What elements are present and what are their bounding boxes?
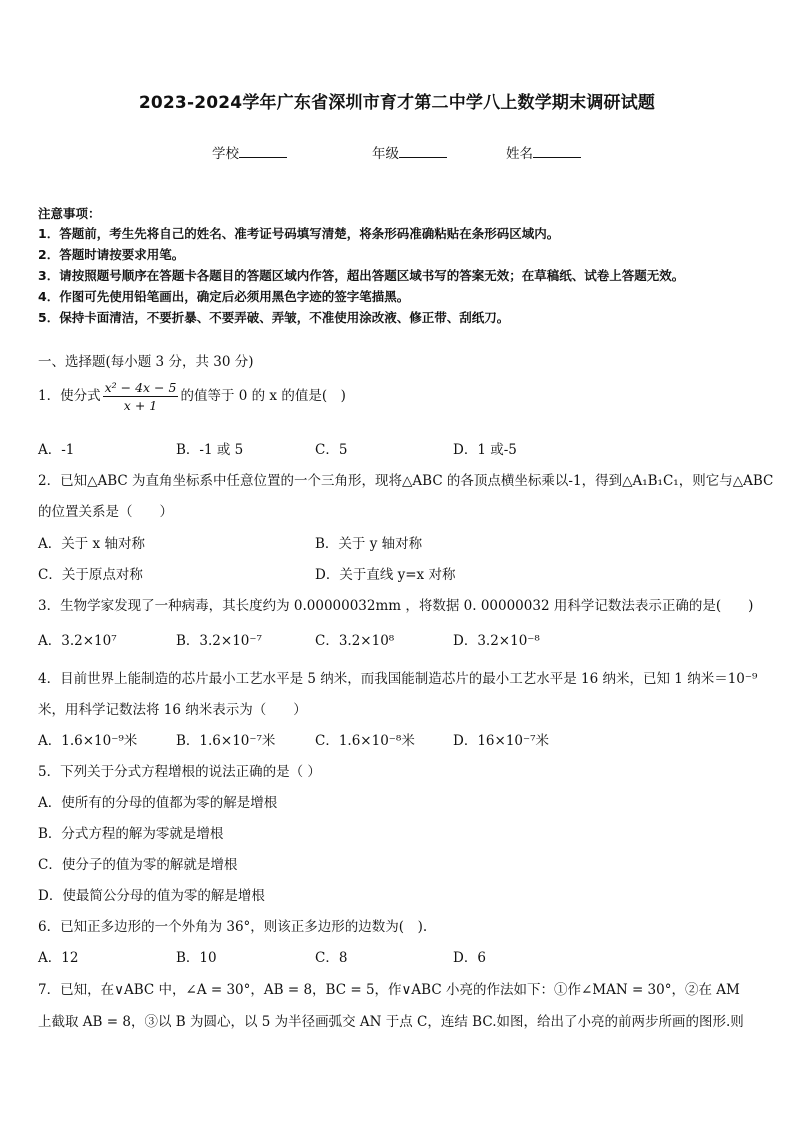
q6-option-b: B．10 xyxy=(176,950,217,966)
q6-option-c: C．8 xyxy=(315,950,348,966)
q4-option-a: A．1.6×10⁻⁹米 xyxy=(38,733,138,749)
q3-text: 3．生物学家发现了一种病毒，其长度约为 0.00000032mm ，将数据 0. 00000032 用科学记数法表示正确的是( ) xyxy=(38,598,754,614)
q3-option-c: C．3.2×10⁸ xyxy=(315,633,395,649)
grade-blank xyxy=(399,145,447,158)
grade-label: 年级 xyxy=(372,146,399,162)
q3-option-a: A．3.2×10⁷ xyxy=(38,633,117,649)
q4-option-c: C．1.6×10⁻⁸米 xyxy=(315,733,415,749)
q4-option-b: B．1.6×10⁻⁷米 xyxy=(176,733,276,749)
q1-pre: 1．使分式 xyxy=(38,388,101,404)
note-item: 4．作图可先使用铅笔画出，确定后必须用黑色字迹的签字笔描黑。 xyxy=(38,289,410,304)
q1-fraction xyxy=(103,380,179,413)
section-heading: 一、选择题(每小题 3 分，共 30 分) xyxy=(38,354,254,370)
q4-line2: 米，用科学记数法将 16 纳米表示为（ ） xyxy=(38,702,307,718)
q6-option-d: D．6 xyxy=(453,950,486,966)
q1-option-a: A．-1 xyxy=(38,442,75,458)
q1-numerator: x² − 4x − 5 xyxy=(104,380,177,395)
q1-denominator: x + 1 xyxy=(123,398,158,413)
school-field xyxy=(212,142,287,162)
notes-heading: 注意事项： xyxy=(38,206,101,221)
q3-option-d: D．3.2×10⁻⁸ xyxy=(453,633,540,649)
grade-field xyxy=(372,142,447,162)
note-item: 2．答题时请按要求用笔。 xyxy=(38,247,185,262)
q6-text: 6．已知正多边形的一个外角为 36°，则该正多边形的边数为( ). xyxy=(38,919,428,935)
q2-option-c: C．关于原点对称 xyxy=(38,567,143,583)
name-field xyxy=(506,142,581,162)
q1-post: 的值等于 0 的 x 的值是( ) xyxy=(180,388,346,404)
page-title: 2023-2024学年广东省深圳市育才第二中学八上数学期末调研试题 xyxy=(138,93,656,113)
q2-option-b: B．关于 y 轴对称 xyxy=(315,536,423,552)
q2-option-a: A．关于 x 轴对称 xyxy=(38,536,145,552)
note-item: 1．答题前，考生先将自己的姓名、准考证号码填写清楚，将条形码准确粘贴在条形码区域内。 xyxy=(38,226,560,241)
q5-option-a: A．使所有的分母的值都为零的解是增根 xyxy=(38,795,278,811)
q1-option-c: C．5 xyxy=(315,442,348,458)
question-1 xyxy=(38,380,346,413)
name-blank xyxy=(533,145,581,158)
q2-option-d: D．关于直线 y=x 对称 xyxy=(315,567,456,583)
q5-text: 5．下列关于分式方程增根的说法正确的是（ ） xyxy=(38,764,321,780)
note-item: 3．请按照题号顺序在答题卡各题目的答题区域内作答，超出答题区域书写的答案无效；在草稿纸、试卷上答题无效。 xyxy=(38,268,685,283)
q4-option-d: D．16×10⁻⁷米 xyxy=(453,733,550,749)
school-label: 学校 xyxy=(212,146,239,162)
name-label: 姓名 xyxy=(506,146,533,162)
q6-option-a: A．12 xyxy=(38,950,79,966)
q3-option-b: B．3.2×10⁻⁷ xyxy=(176,633,262,649)
q7-line2: 上截取 AB = 8，③以 B 为圆心，以 5 为半径画弧交 AN 于点 C，连结 BC.如图，给出了小亮的前两步所画的图形.则 xyxy=(38,1014,744,1030)
q5-option-b: B．分式方程的解为零就是增根 xyxy=(38,826,224,842)
q4-line1: 4．目前世界上能制造的芯片最小工艺水平是 5 纳米，而我国能制造芯片的最小工艺水平是 16 纳米，已知 1 纳米＝10⁻⁹ xyxy=(38,671,758,687)
q5-option-d: D．使最简公分母的值为零的解是增根 xyxy=(38,888,265,904)
q1-option-b: B．-1 或 5 xyxy=(176,442,244,458)
note-item: 5．保持卡面清洁，不要折暴、不要弄破、弄皱，不准使用涂改液、修正带、刮纸刀。 xyxy=(38,310,510,325)
q1-option-d: D．1 或-5 xyxy=(453,442,517,458)
school-blank xyxy=(239,145,287,158)
q5-option-c: C．使分子的值为零的解就是增根 xyxy=(38,857,238,873)
q7-line1: 7．已知，在∨ABC 中，∠A = 30°，AB = 8，BC = 5，作∨ABC 小亮的作法如下：①作∠MAN = 30°，②在 AM xyxy=(38,982,740,998)
q2-line1: 2．已知△ABC 为直角坐标系中任意位置的一个三角形，现将△ABC 的各顶点横坐标乘以-1，得到△A₁B₁C₁，则它与△ABC xyxy=(38,473,774,489)
q2-line2: 的位置关系是（ ） xyxy=(38,504,173,520)
